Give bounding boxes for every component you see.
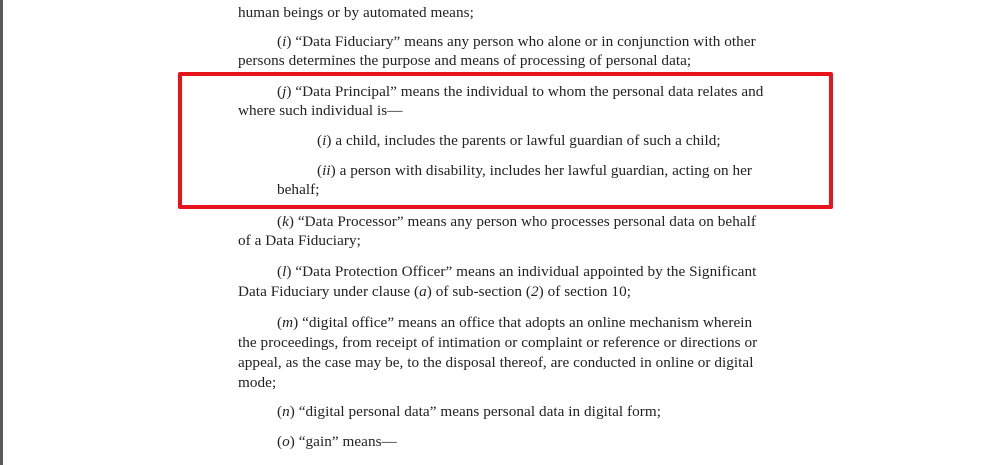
clause-m-digital-office [277,314,752,332]
text-line [238,232,361,250]
text-span: of a Data Fiduciary; [238,232,361,249]
clause-k-data-processor [277,213,756,231]
text-span: Data Fiduciary under clause ( [238,283,420,300]
text-span: mode; [238,374,277,391]
text-line [238,374,276,392]
italic-text: o [282,433,290,450]
text-span: ) “Data Processor” means any person who processes personal data on behalf [288,213,757,230]
text-span: ) “Data Principal” means the individual to whom the personal data relates and [286,83,764,100]
text-span: ) a person with disability, includes her lawful guardian, acting on her [330,162,753,179]
text-line [238,354,753,372]
text-span: ) of sub-section ( [426,283,531,300]
text-span: ( [277,433,283,450]
text-span: ) “digital personal data” means personal data in digital form; [289,403,662,420]
italic-text: ii [322,162,331,179]
highlight-box [178,72,833,209]
clause-l-data-protection-officer [277,263,756,281]
text-span: ( [277,83,283,100]
italic-text: n [282,403,290,420]
text-line [238,52,691,70]
text-span: ( [317,132,323,149]
clause-n-digital-personal-data [277,403,661,421]
text-span: where such individual is— [238,102,403,119]
text-span: human beings or by automated means; [238,4,474,21]
italic-text: m [282,314,294,331]
text-span: the proceedings, from receipt of intimation or complaint or reference or directions or [238,334,758,351]
text-span: ) “Data Fiduciary” means any person who alone or in conjunction with other [286,33,756,50]
italic-text: k [282,213,289,230]
italic-text: 2 [531,283,539,300]
italic-text: a [419,283,427,300]
text-span: ) “gain” means— [289,433,397,450]
text-span: persons determines the purpose and means of processing of personal data; [238,52,692,69]
text-span: ( [277,314,283,331]
text-span: ( [277,33,283,50]
italic-text: i [282,33,287,50]
clause-i-data-fiduciary [277,33,756,51]
text-line [238,334,757,352]
text-line [238,283,631,301]
italic-text: j [282,83,287,100]
text-span: ) of section 10; [538,283,631,300]
text-span: ) “digital office” means an office that adopts an online mechanism wherein [293,314,753,331]
text-span: appeal, as the case may be, to the disposal thereof, are conducted in online or digital [238,354,754,371]
italic-text: l [282,263,287,280]
text-span: behalf; [277,181,320,198]
text-span: ( [317,162,323,179]
text-span: ) “Data Protection Officer” means an individual appointed by the Significant [286,263,757,280]
text-line [238,4,474,22]
text-span: ( [277,213,283,230]
text-span: ( [277,263,283,280]
clause-o-gain [277,433,397,451]
text-span: ) a child, includes the parents or lawful guardian of such a child; [326,132,721,149]
text-span: ( [277,403,283,420]
italic-text: i [322,132,327,149]
